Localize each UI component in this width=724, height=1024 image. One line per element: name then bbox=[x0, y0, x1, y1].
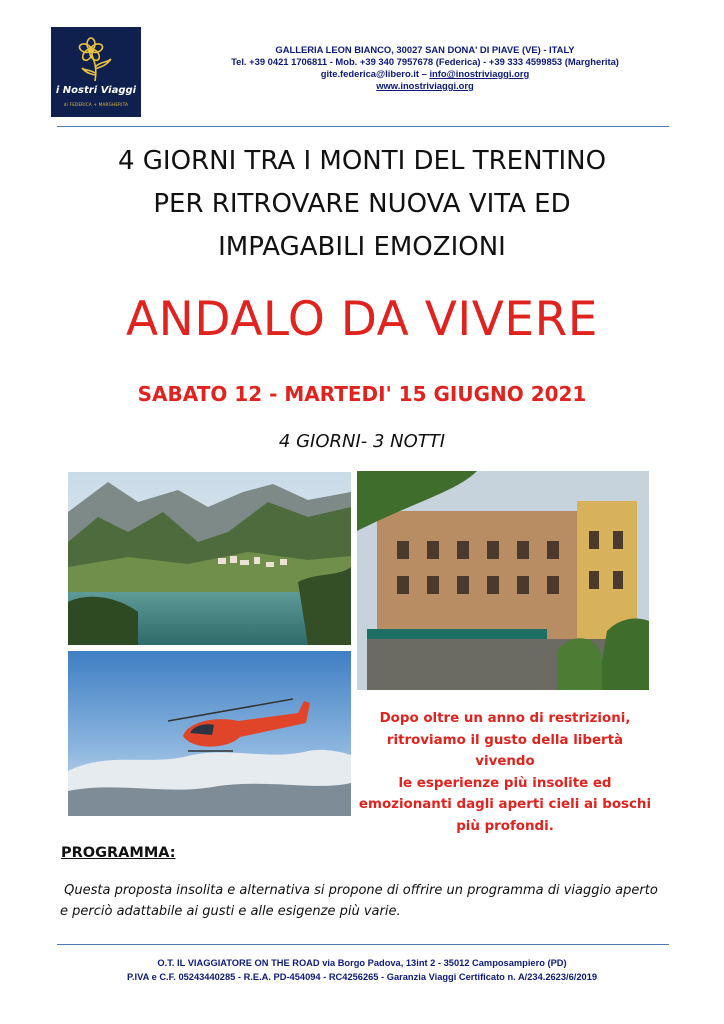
headline-line-1: 4 GIORNI TRA I MONTI DEL TRENTINO bbox=[117, 146, 607, 176]
headline-line-2: PER RITROVARE NUOVA VITA ED bbox=[153, 189, 571, 219]
intro-line-5: più profondi. bbox=[456, 818, 554, 834]
headline-line-3: IMPAGABILI EMOZIONI bbox=[218, 232, 506, 262]
intro-line-2: ritroviamo il gusto della libertà vivendo bbox=[386, 732, 624, 769]
footer bbox=[60, 956, 664, 984]
intro-text bbox=[356, 708, 654, 837]
programma-heading: PROGRAMMA: bbox=[61, 845, 176, 861]
email-link-federica[interactable]: gite.federica@libero.it bbox=[320, 68, 420, 79]
website-link[interactable]: www.inostriviaggi.org bbox=[376, 80, 474, 91]
email-separator: – bbox=[419, 68, 430, 79]
footer-line-2: P.IVA e C.F. 05243440285 - R.E.A. PD-454094 - RC4256265 - Garanzia Viaggi Certificato n. A/234.2623/6/2019 bbox=[126, 972, 598, 982]
programma-line-1: Questa proposta insolita e alternativa si propone di offrire un programma di viaggio aperto bbox=[60, 883, 658, 898]
email-link-info[interactable]: info@inostriviaggi.org bbox=[429, 68, 530, 79]
programma-text bbox=[60, 880, 674, 922]
intro-line-3: le esperienze più insolite ed bbox=[398, 775, 612, 791]
logo-tagline: di FEDERICA + MARGHERITA bbox=[63, 102, 129, 107]
helicopter-photo bbox=[68, 651, 351, 816]
contact-address: GALLERIA LEON BIANCO, 30027 SAN DONA' DI PIAVE (VE) - ITALY bbox=[275, 44, 575, 55]
contact-block bbox=[185, 44, 665, 92]
intro-line-4: emozionanti dagli aperti cieli ai boschi bbox=[358, 797, 652, 812]
trip-duration: 4 GIORNI- 3 NOTTI bbox=[278, 431, 446, 452]
logo-brand: i Nostri Viaggi bbox=[55, 85, 137, 96]
intro-line-1: Dopo oltre un anno di restrizioni, bbox=[379, 711, 631, 726]
header-divider bbox=[57, 126, 669, 127]
footer-divider bbox=[57, 944, 669, 945]
lake-mountain-photo bbox=[68, 472, 351, 645]
town-palace-photo bbox=[357, 471, 649, 690]
logo bbox=[51, 27, 141, 117]
trip-dates: SABATO 12 - MARTEDI' 15 GIUGNO 2021 bbox=[137, 382, 587, 406]
main-title: ANDALO DA VIVERE bbox=[126, 292, 598, 347]
contact-emails bbox=[185, 68, 665, 80]
programma-line-2: e perciò adattabile ai gusti e alle esigenze più varie. bbox=[60, 904, 401, 919]
flower-icon bbox=[75, 37, 117, 83]
footer-line-1: O.T. IL VIAGGIATORE ON THE ROAD via Borgo Padova, 13int 2 - 35012 Camposampiero (PD) bbox=[157, 958, 567, 968]
headline bbox=[40, 140, 684, 269]
contact-phones: Tel. +39 0421 1706811 - Mob. +39 340 7957678 (Federica) - +39 333 4599853 (Margherita) bbox=[231, 56, 619, 67]
